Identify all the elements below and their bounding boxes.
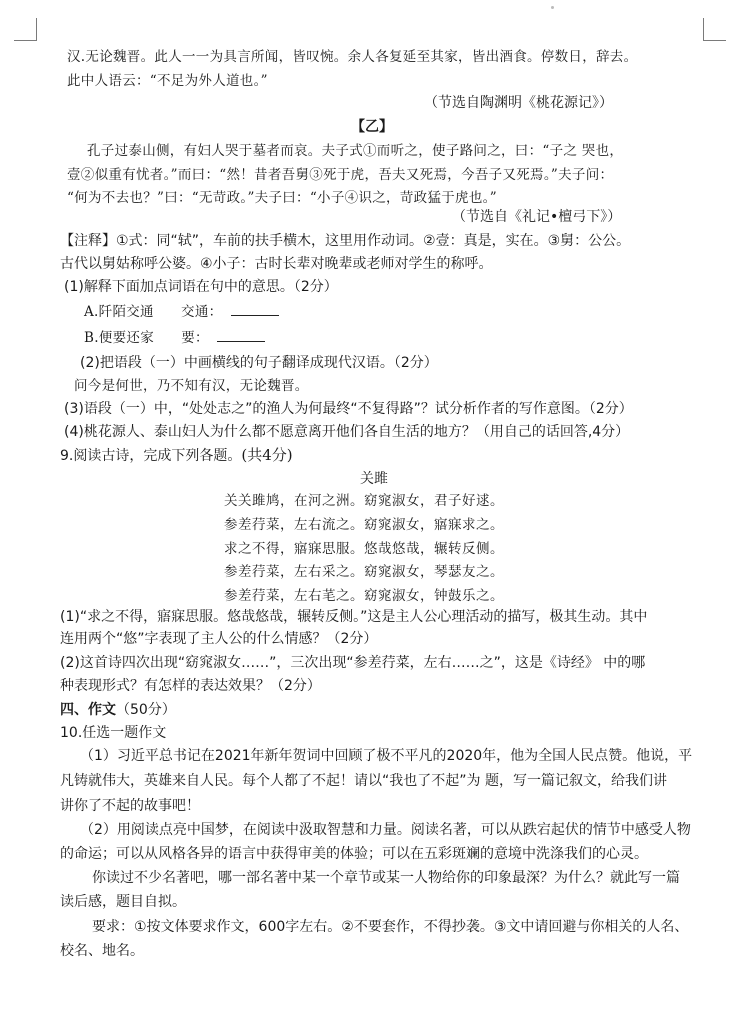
q8-sentence: 问今是何世，乃不知有汉，无论魏晋。 [74, 378, 309, 394]
q10-p3-line-2: 读后感，题目自拟。 [60, 894, 186, 910]
q9-sub-1-line-2: 连用两个“悠”字表现了主人公的什么情感？（2分） [60, 631, 378, 647]
q10-p2-line-2: 的命运；可以从风格各异的语言中获得审美的体验；可以在五彩斑斓的意境中洗涤我们的心灵。 [60, 846, 648, 862]
passage-a-line-1: 汉.无论魏晋。此人一一为具言所闻，皆叹惋。余人各复延至其家，皆出酒食。停数日，辞去。 [67, 49, 638, 65]
q8-item-a-blank [231, 301, 279, 316]
q8-item-b [84, 327, 265, 347]
page-dot [551, 6, 554, 9]
passage-b-source: （节选自《礼记•檀弓下》） [452, 209, 622, 225]
q8-sub-3: (3)语段（一）中，“处处志之”的渔人为何最终“不复得路”？试分析作者的写作意图。（2分） [64, 401, 633, 417]
passage-b-line-3: “何为不去也？”曰：“无苛政。”夫子曰：“小子④识之，苛政猛于虎也。” [67, 190, 497, 206]
passage-a-source: （节选自陶渊明《桃花源记》） [424, 95, 613, 111]
notes-line-2: 古代以舅姑称呼公婆。④小子：古时长辈对晚辈或老师对学生的称呼。 [60, 256, 493, 272]
poem-title: 关雎 [360, 471, 388, 487]
poem-line-2: 参差荇菜，左右流之。窈窕淑女，寤寐求之。 [224, 517, 504, 533]
q9-sub-2-line-1: (2)这首诗四次出现“窈窕淑女……”，三次出现“参差荇菜，左右……之”，这是《诗经》 中的哪 [60, 655, 646, 671]
q8-item-a-word: 交通： [181, 304, 223, 320]
q10-p2-line-1: （2）用阅读点亮中国梦，在阅读中汲取智慧和力量。阅读名著，可以从跌宕起伏的情节中感受人物 [80, 822, 691, 838]
q8-sub-1: (1)解释下面加点词语在句中的意思。（2分） [64, 279, 338, 295]
q9-intro [60, 446, 293, 465]
q9-intro-text: 9.阅读古诗，完成下列各题。 [60, 448, 242, 464]
q8-item-b-word: 要： [181, 330, 209, 346]
q10-title: 10.任选一题作文 [60, 725, 167, 741]
notes-line-1: 【注释】①式：同“轼”，车前的扶手横木，这里用作动词。②壹：真是，实在。③舅：公公。 [60, 233, 631, 249]
q8-item-a-label: A.阡陌交通 [84, 304, 154, 320]
passage-b-line-2: 壹②似重有忧者。”而曰：“然！昔者吾舅③死于虎，吾夫又死焉，今吾子又死焉。”夫子问： [67, 167, 614, 183]
section-4-points: （50分） [116, 702, 176, 718]
q10-p3-line-1: 你读过不少名著吧，哪一部名著中某一个章节或某一人物给你的印象最深？为什么？就此写一篇 [92, 870, 680, 886]
q8-item-a [84, 301, 279, 321]
passage-b-line-1: 孔子过泰山侧，有妇人哭于墓者而哀。夫子式①而听之，使子路问之，曰：“子之 哭也， [87, 143, 624, 159]
poem-line-4: 参差荇菜，左右采之。窈窕淑女，琴瑟友之。 [224, 564, 504, 580]
passage-b-heading: 【乙】 [351, 119, 393, 135]
poem-line-3: 求之不得，寤寐思服。悠哉悠哉，辗转反侧。 [224, 541, 504, 557]
crop-mark-top-right [703, 18, 726, 41]
q10-p1-line-3: 讲你了不起的故事吧！ [60, 798, 200, 814]
section-4-heading [60, 701, 176, 719]
q10-p1-line-2: 凡铸就伟大，英雄来自人民。每个人都了不起！请以“我也了不起”为 题，写一篇记叙文，给我们讲 [60, 773, 667, 789]
q9-points: (共4分) [241, 446, 293, 464]
passage-a-line-2: 此中人语云：“不足为外人道也。” [67, 73, 268, 89]
q8-sub-4: (4)桃花源人、泰山妇人为什么都不愿意离开他们各自生活的地方？（用自己的话回答,4分） [64, 424, 630, 440]
crop-mark-top-left [14, 18, 37, 41]
q9-sub-1-line-1: (1)“求之不得，寤寐思服。悠哉悠哉，辗转反侧。”这是主人公心理活动的描写，极其生动。其中 [60, 609, 648, 625]
q8-item-b-label: B.便要还家 [84, 330, 155, 346]
q10-p1-line-1: （1）习近平总书记在2021年新年贺词中回顾了极不平凡的2020年，他为全国人民点赞。他说，平 [80, 748, 693, 764]
q10-requirements-line-2: 校名、地名。 [60, 943, 144, 959]
poem-line-5: 参差荇菜，左右芼之。窈窕淑女，钟鼓乐之。 [224, 588, 504, 604]
section-4-title: 四、作文 [60, 702, 116, 718]
q9-sub-2-line-2: 种表现形式？有怎样的表达效果？（2分） [60, 678, 321, 694]
q10-requirements-line-1: 要求：①按文体要求作文，600字左右。②不要套作，不得抄袭。③文中请回避与你相关的人名、 [92, 919, 689, 935]
q8-sub-2: (2)把语段（一）中画横线的句子翻译成现代汉语。（2分） [80, 355, 438, 371]
poem-line-1: 关关雎鸠，在河之洲。窈窕淑女，君子好逑。 [224, 493, 504, 509]
q8-item-b-blank [217, 327, 265, 342]
